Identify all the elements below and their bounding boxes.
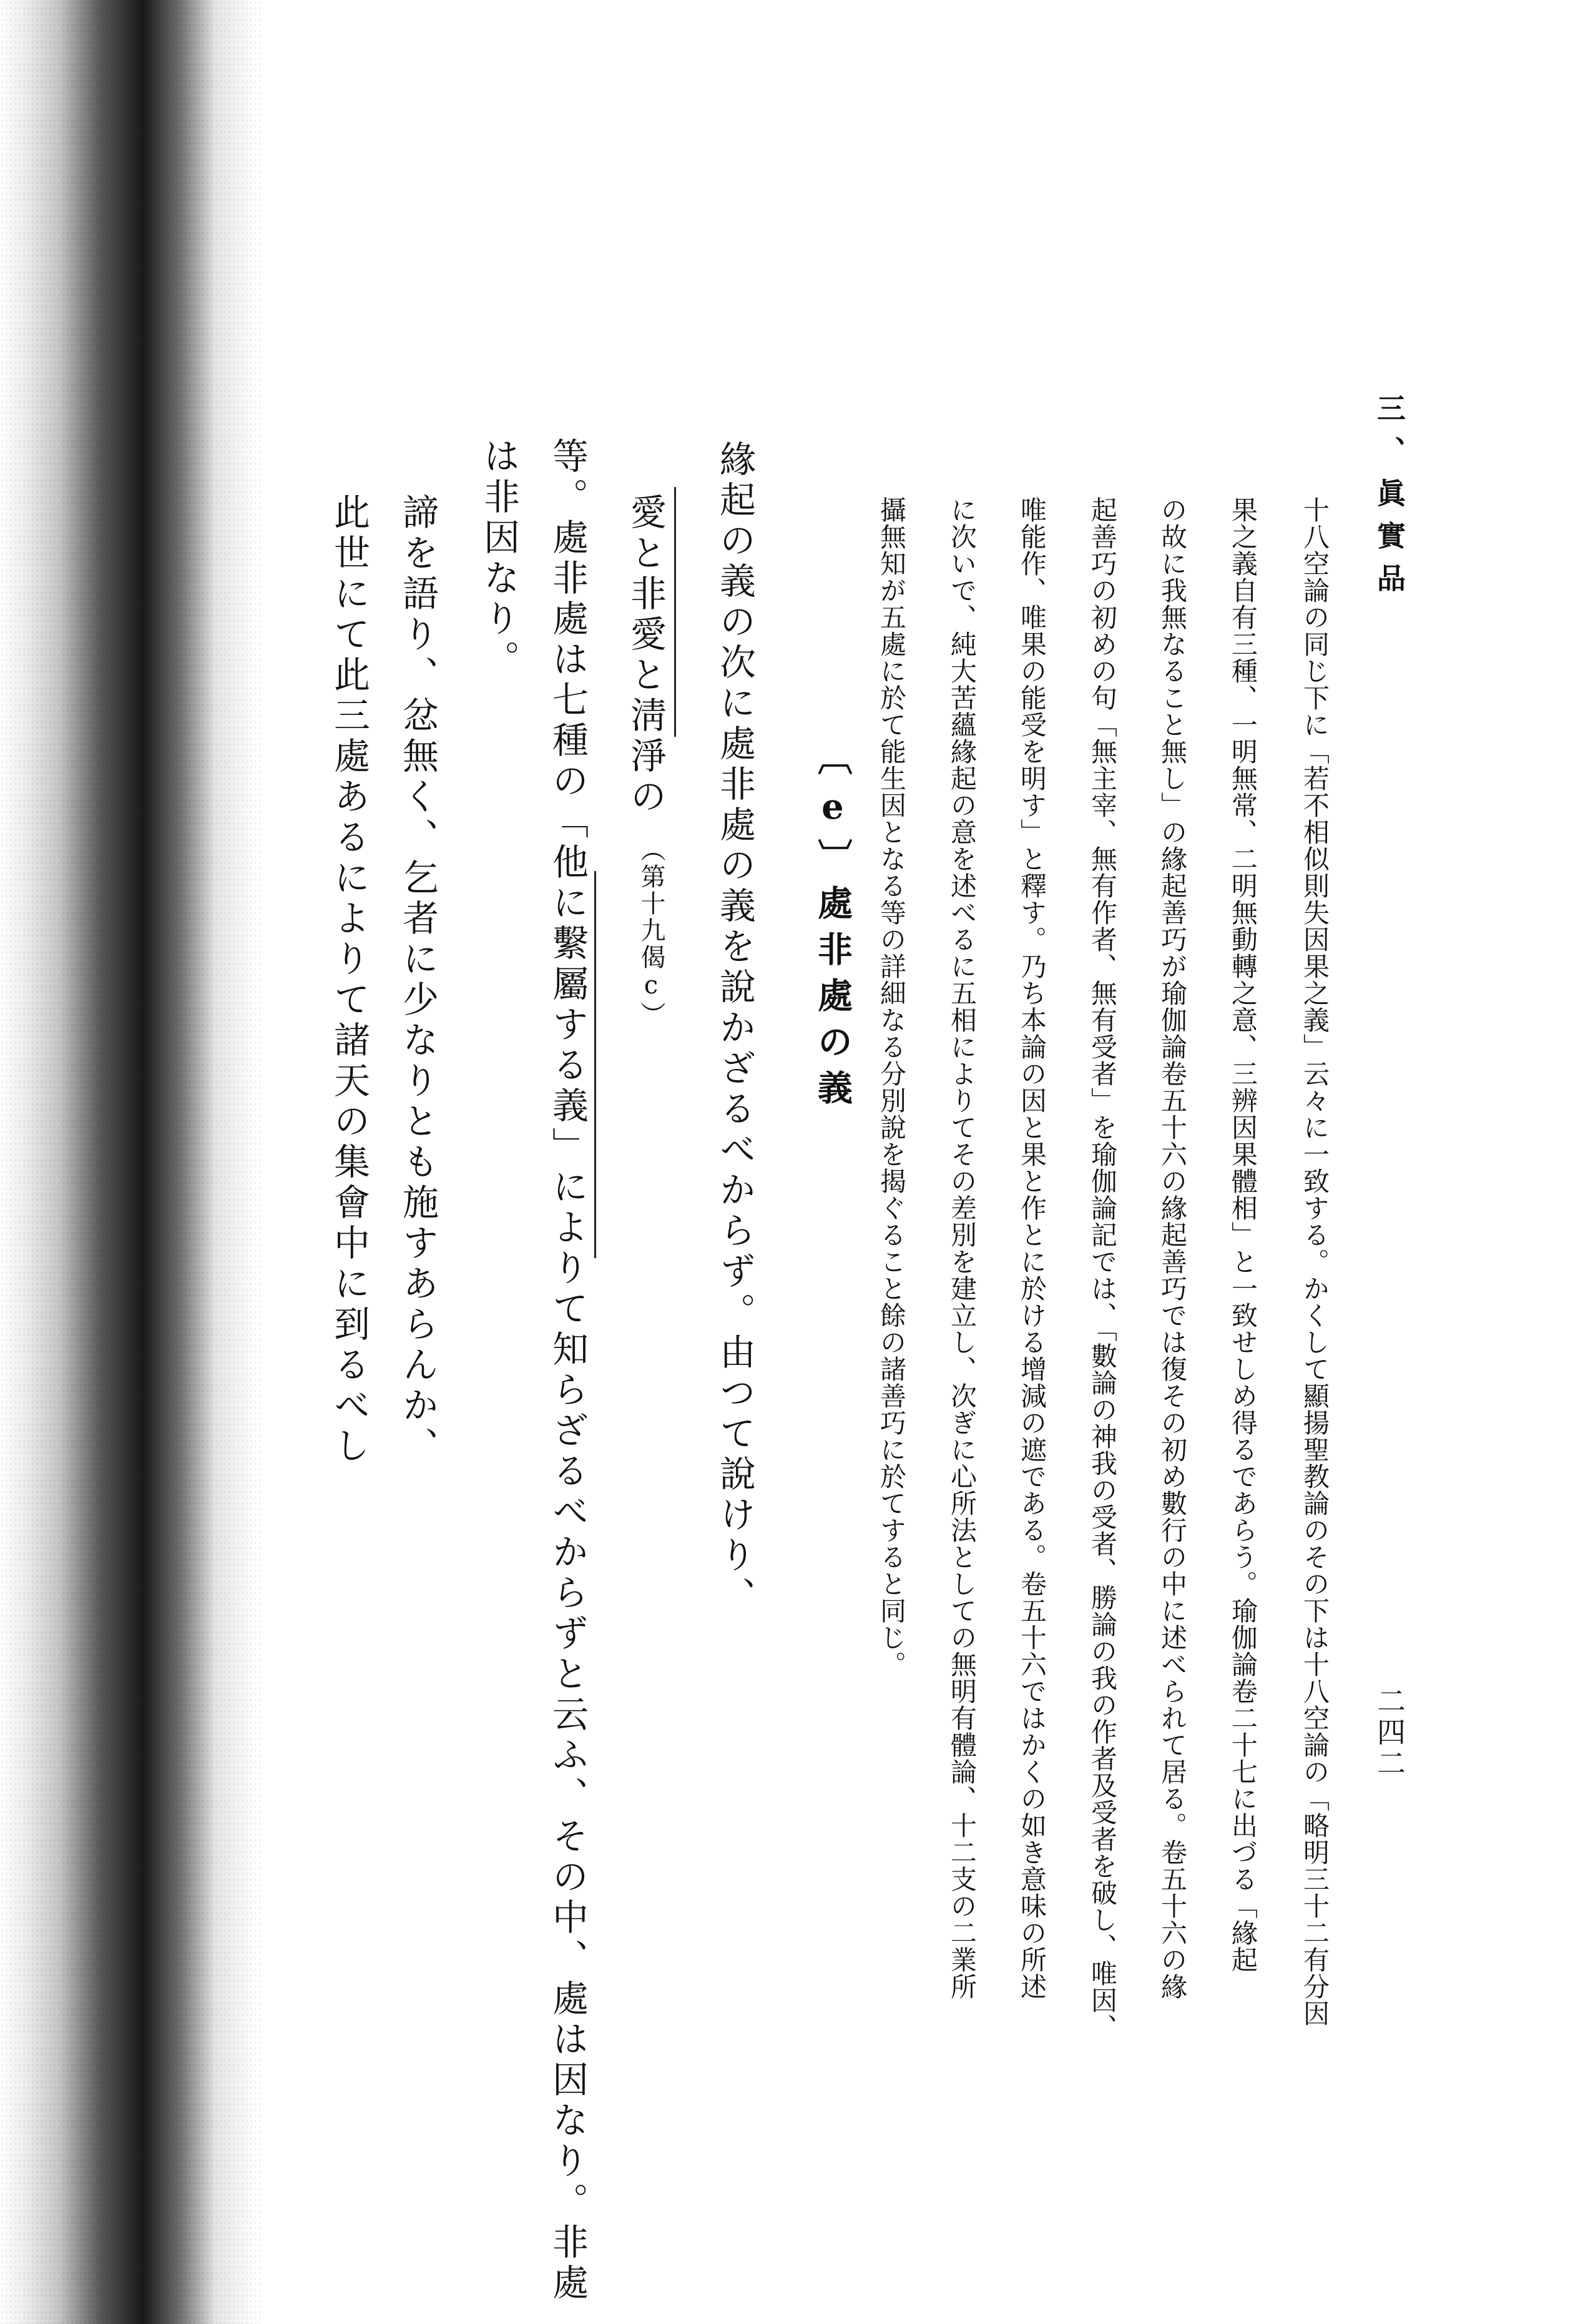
note-line-3: の故に我無なること無し」の緣起善巧が瑜伽論卷五十六の緣起善巧では復その初め數行の中に述べられて居る。卷五十六の緣 — [1157, 496, 1188, 2000]
body-line-1: 緣起の義の次に處非處の義を說かざるべからず。由つて說けり、 — [713, 440, 756, 1617]
verse-reference: （第十九偈c） — [637, 837, 665, 1028]
note-line-1: 十八空論の同じ下に「若不相似則失因果之義」云々に一致する。かくして顯揚聖教論のその下は十八空論の「略明三十二有分因 — [1300, 496, 1330, 2027]
running-head: 三、眞實品 — [1373, 393, 1406, 606]
body-line-3: 等。處非處は七種の「他に繫屬する義」によりて知らざるべからずと云ふ、その中、處は因なり。非處 — [546, 437, 589, 2304]
note-line-7: 攝無知が五處に於て能生因となる等の詳細なる分別說を揭ぐること餘の諸善巧に於てすると同じ。 — [876, 496, 907, 1678]
note-line-2: 果之義自有三種、一明無常、二明無動轉之意、三辨因果體相」と一致せしめ得るであらう。瑜伽論卷二十七に出づる「緣起 — [1228, 496, 1258, 1973]
note-line-5: 唯能作、唯果の能受を明す」と釋す。乃ち本論の因と果と作とに於ける增減の遮である。卷五十六ではかくの如き意味の所述 — [1017, 496, 1047, 2000]
quote-rule — [594, 871, 596, 1258]
stanza-line-1: 諦を語り、忿無く、乞者に少なりとも施すあらんか、 — [396, 493, 439, 1467]
page-number: 二四二 — [1373, 1686, 1406, 1780]
section-heading: 〔e〕處非處の義 — [812, 740, 853, 1116]
stanza-line-2: 此世にて此三處あるによりて諸天の集會中に到るべし — [328, 493, 370, 1467]
body-line-4: は非因なり。 — [478, 437, 520, 681]
binding-speckle — [0, 0, 262, 2324]
note-line-6: に次いで、純大苦蘊緣起の意を述べるに五相によりてその差別を建立し、次ぎに心所法としての無明有體論、十二支の二業所 — [947, 496, 978, 2000]
note-line-4: 起善巧の初めの句「無主宰、無有作者、無有受者」を瑜伽論記では、「數論の神我の受者、勝論の我の作者及受者を破し、唯因、 — [1087, 496, 1118, 2041]
verse-line: 愛と非愛と淸淨の — [624, 493, 667, 818]
verse-rule — [674, 487, 676, 737]
